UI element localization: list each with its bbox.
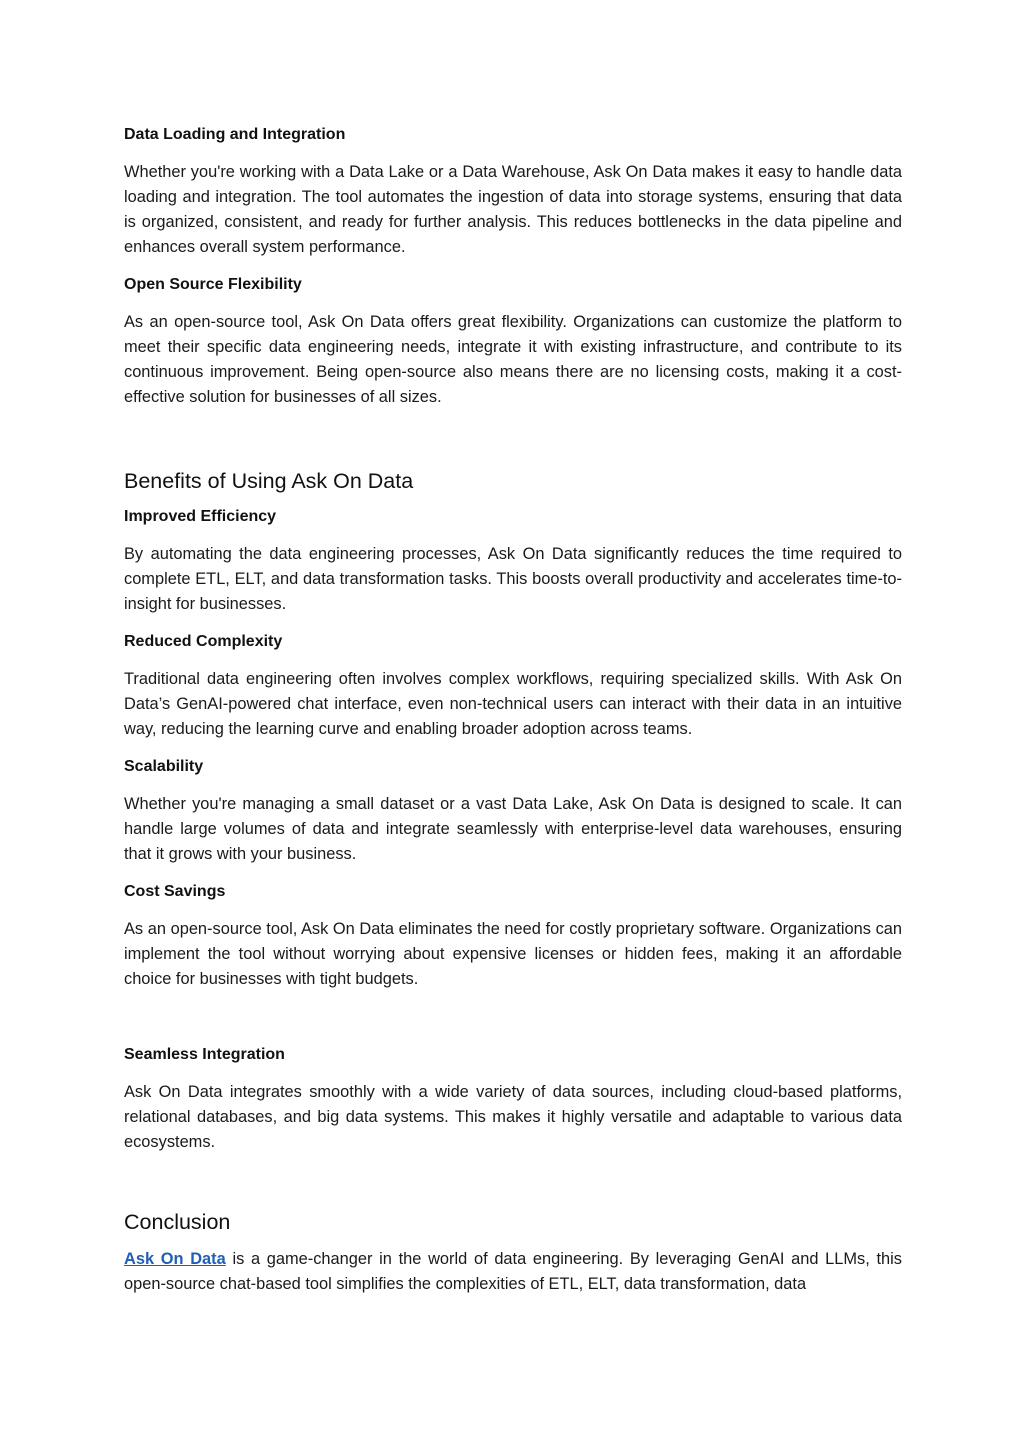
section-title-open-source: Open Source Flexibility xyxy=(124,276,302,293)
ask-on-data-link[interactable]: Ask On Data xyxy=(124,1250,226,1268)
benefit-body-seamless-integration: Ask On Data integrates smoothly with a wide variety of data sources, including cloud-based platforms, relational databases, and big data systems. This makes it highly versatile and adaptable to various data ecosystems. xyxy=(124,1083,902,1151)
section-title-data-loading: Data Loading and Integration xyxy=(124,126,346,143)
conclusion-text: is a game-changer in the world of data engineering. By leveraging GenAI and LLMs, this open-source chat-based tool simplifies the complexities of ETL, ELT, data transformation, data xyxy=(124,1250,902,1293)
conclusion-heading: Conclusion xyxy=(124,1210,231,1234)
section-body-open-source: As an open-source tool, Ask On Data offers great flexibility. Organizations can customize the platform to meet their specific data engineering needs, integrate it with existing infrastructure, and contribute to its continuous improvement. Being open-source also means there are no licensing costs, making it a cost-effective solution for businesses of all sizes. xyxy=(124,313,902,406)
benefit-body-cost-savings: As an open-source tool, Ask On Data eliminates the need for costly proprietary software. Organizations can implement the tool without worrying about expensive licenses or hidden fees, making it an affordable choice for businesses with tight budgets. xyxy=(124,920,902,988)
benefit-title-reduced-complexity: Reduced Complexity xyxy=(124,633,283,650)
benefits-heading: Benefits of Using Ask On Data xyxy=(124,469,414,493)
conclusion-body xyxy=(124,1247,902,1297)
benefit-body-scalability: Whether you're managing a small dataset or a vast Data Lake, Ask On Data is designed to scale. It can handle large volumes of data and integrate seamlessly with enterprise-level data warehouses, ensuring that it grows with your business. xyxy=(124,795,902,863)
benefit-title-scalability: Scalability xyxy=(124,758,204,775)
document-page xyxy=(124,124,902,1311)
benefit-title-seamless-integration: Seamless Integration xyxy=(124,1046,285,1063)
benefit-body-improved-efficiency: By automating the data engineering processes, Ask On Data significantly reduces the time required to complete ETL, ELT, and data transformation tasks. This boosts overall productivity and accelerates time-to-insight for businesses. xyxy=(124,545,902,613)
benefit-title-cost-savings: Cost Savings xyxy=(124,883,226,900)
benefit-title-improved-efficiency: Improved Efficiency xyxy=(124,508,277,525)
section-body-data-loading: Whether you're working with a Data Lake or a Data Warehouse, Ask On Data makes it easy to handle data loading and integration. The tool automates the ingestion of data into storage systems, ensuring that data is organized, consistent, and ready for further analysis. This reduces bottlenecks in the data pipeline and enhances overall system performance. xyxy=(124,163,902,256)
benefit-body-reduced-complexity: Traditional data engineering often involves complex workflows, requiring specialized skills. With Ask On Data’s GenAI-powered chat interface, even non-technical users can interact with their data in an intuitive way, reducing the learning curve and enabling broader adoption across teams. xyxy=(124,670,902,738)
